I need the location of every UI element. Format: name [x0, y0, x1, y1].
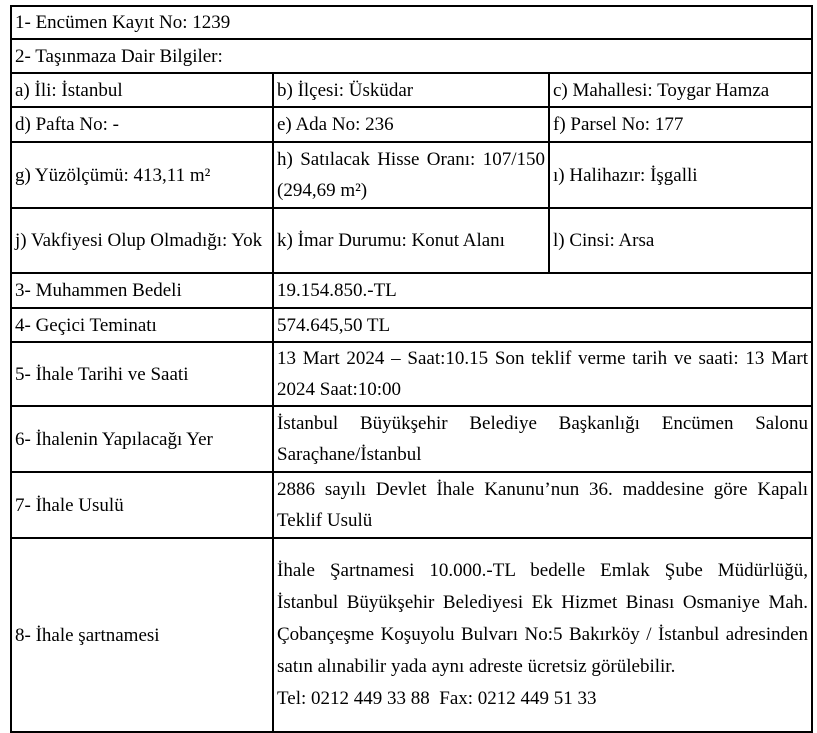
area: g) Yüzölçümü: 413,11 m² [11, 142, 273, 208]
tender-info-table [10, 5, 813, 733]
tender-method-value: 2886 sayılı Devlet İhale Kanunu’nun 36. maddesine göre Kapalı Teklif Usulü [273, 472, 812, 538]
contact-info: Tel: 0212 449 33 88 Fax: 0212 449 51 33 [277, 688, 597, 709]
specification-value [273, 538, 812, 732]
zoning-status: k) İmar Durumu: Konut Alanı [273, 208, 549, 273]
parcel-no: f) Parsel No: 177 [549, 107, 812, 142]
tender-location-value: İstanbul Büyükşehir Belediye Başkanlığı Encümen Salonu Saraçhane/İstanbul [273, 406, 812, 472]
neighborhood: c) Mahallesi: Toygar Hamza [549, 73, 812, 107]
tender-date-value: 13 Mart 2024 – Saat:10.15 Son teklif verme tarih ve saati: 13 Mart 2024 Saat:10:00 [273, 342, 812, 406]
specification-label: 8- İhale şartnamesi [11, 538, 273, 732]
foundation-status: j) Vakfiyesi Olup Olmadığı: Yok [11, 208, 273, 273]
tender-method-label: 7- İhale Usulü [11, 472, 273, 538]
block-no: e) Ada No: 236 [273, 107, 549, 142]
tender-date-label: 5- İhale Tarihi ve Saati [11, 342, 273, 406]
district: b) İlçesi: Üsküdar [273, 73, 549, 107]
sheet-no: d) Pafta No: - [11, 107, 273, 142]
estimated-value-label: 3- Muhammen Bedeli [11, 273, 273, 308]
deposit-label: 4- Geçici Teminatı [11, 308, 273, 342]
registration-no: 1- Encümen Kayıt No: 1239 [11, 6, 812, 39]
deposit-value: 574.645,50 TL [273, 308, 812, 342]
specification-text: İhale Şartnamesi 10.000.-TL bedelle Emlak Şube Müdürlüğü, İstanbul Büyükşehir Belediyesi Ek Hizmet Binası Osmaniye Mah. Çobançeşme Koşuyolu Bulvarı No:5 Bakırköy / İstanbul adresinden satın alınabilir yada aynı adreste ücretsiz görülebilir. [277, 560, 809, 677]
property-info-heading: 2- Taşınmaza Dair Bilgiler: [11, 39, 812, 73]
current-status: ı) Halihazır: İşgalli [549, 142, 812, 208]
tender-location-label: 6- İhalenin Yapılacağı Yer [11, 406, 273, 472]
property-type: l) Cinsi: Arsa [549, 208, 812, 273]
province: a) İli: İstanbul [11, 73, 273, 107]
estimated-value: 19.154.850.-TL [273, 273, 812, 308]
share-ratio: h) Satılacak Hisse Oranı: 107/150 (294,69 m²) [273, 142, 549, 208]
